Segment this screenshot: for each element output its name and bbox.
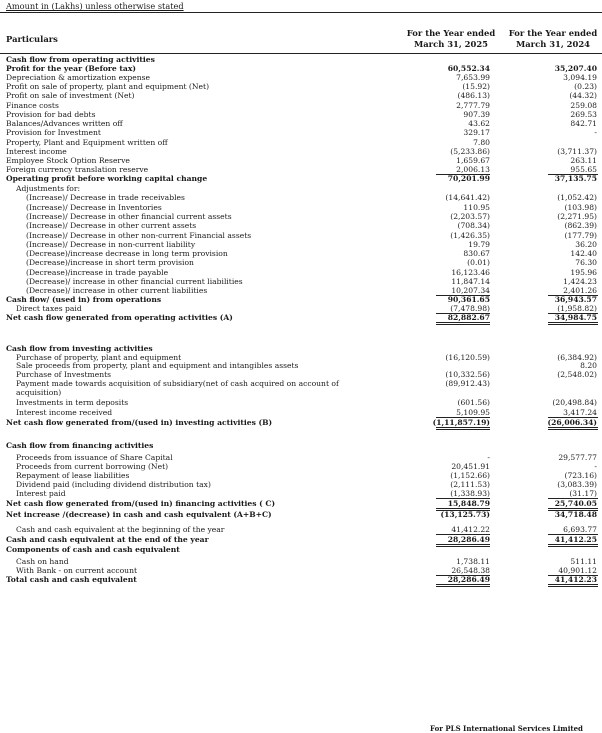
table-row — [0, 193, 602, 202]
value-2024: - — [594, 462, 597, 471]
value-2024: 2,401.26 — [563, 286, 597, 295]
value-2025: 1,738.11 — [456, 557, 490, 566]
table-row — [0, 398, 602, 407]
table-row — [0, 277, 602, 286]
total-rule-2025 — [436, 584, 490, 587]
value-2025: 2,006.13 — [456, 165, 490, 174]
value-2024: 511.11 — [570, 557, 597, 566]
table-row — [0, 545, 602, 554]
value-2024: 8.20 — [580, 361, 597, 370]
total-rule-2024 — [548, 427, 598, 430]
table-row — [0, 304, 602, 313]
table-row — [0, 258, 602, 267]
value-2024: 3,094.19 — [563, 73, 597, 82]
row-label: Property, Plant and Equipment written off — [6, 138, 168, 147]
value-2024: 41,412.25 — [554, 535, 597, 544]
row-label: Cash and cash equivalent at the beginning of the year — [16, 525, 225, 534]
value-2024: (103.98) — [564, 203, 597, 212]
value-2024: (177.79) — [564, 231, 597, 240]
table-row — [0, 379, 602, 388]
value-2025: 43.62 — [468, 119, 490, 128]
table-row — [0, 91, 602, 100]
value-2025: 41,412.22 — [451, 525, 490, 534]
value-2025: (1,152.66) — [450, 471, 490, 480]
value-2024: 259.08 — [570, 101, 597, 110]
row-label: Finance costs — [6, 101, 59, 110]
value-2025: (5,233.86) — [450, 147, 490, 156]
value-2025: (13,125.73) — [440, 510, 490, 519]
value-2025: 11,847.14 — [451, 277, 490, 286]
value-2025: 7.80 — [473, 138, 490, 147]
row-label: (Increase)/ Decrease in other non-current Financial assets — [26, 231, 252, 240]
value-2024: 955.65 — [570, 165, 597, 174]
value-2024: 36,943.57 — [554, 295, 597, 304]
amount-note: Amount in (Lakhs) unless otherwise stated — [6, 1, 184, 11]
row-label: Cash flow from operating activities — [6, 55, 155, 64]
total-rule-2024 — [548, 584, 598, 587]
value-2025: 70,201.99 — [447, 174, 490, 183]
row-label: Operating profit before working capital change — [6, 174, 208, 183]
row-label: (Increase)/ Decrease in other financial current assets — [26, 212, 232, 221]
row-label: Components of cash and cash equivalent — [6, 545, 180, 554]
value-2025: 28,286.49 — [447, 535, 490, 544]
value-2025: 1,659.67 — [456, 156, 490, 165]
table-row — [0, 408, 602, 417]
value-2025: (1,426.35) — [450, 231, 490, 240]
col-2024-heading-line1: For the Year ended — [508, 28, 598, 38]
table-row — [0, 101, 602, 110]
value-2024: 36.20 — [575, 240, 597, 249]
row-label: Interest income — [6, 147, 67, 156]
table-row — [0, 471, 602, 480]
row-label: acquisition) — [16, 388, 62, 397]
value-2025: 329.17 — [463, 128, 490, 137]
table-row — [0, 174, 602, 183]
table-row — [0, 361, 602, 370]
value-2024: 842.71 — [570, 119, 597, 128]
table-row — [0, 203, 602, 212]
row-label: Provision for bad debts — [6, 110, 96, 119]
value-2024: (723.16) — [564, 471, 597, 480]
total-rule-2025 — [436, 427, 490, 430]
col-2025-heading-line2: March 31, 2025 — [413, 39, 488, 49]
value-2024: 6,693.77 — [563, 525, 597, 534]
table-row — [0, 525, 602, 534]
row-label: (Decrease)/ increase in other current liabilities — [26, 286, 208, 295]
col-2024-heading-line2: March 31, 2024 — [515, 39, 590, 49]
row-label: Proceeds from issuance of Share Capital — [16, 453, 173, 462]
value-2025: (1,338.93) — [450, 489, 490, 498]
value-2024: 195.96 — [570, 268, 597, 277]
row-label: Depreciation & amortization expense — [6, 73, 151, 82]
value-2025: 19.79 — [468, 240, 490, 249]
total-rule-2024 — [548, 322, 598, 325]
table-row — [0, 82, 602, 91]
value-2025: 26,548.38 — [451, 566, 490, 575]
table-row — [0, 286, 602, 295]
value-2025: - — [487, 453, 490, 462]
value-2024: - — [594, 128, 597, 137]
value-2025: (14,641.42) — [445, 193, 490, 202]
row-label: (Increase)/ Decrease in other current assets — [26, 221, 197, 230]
row-label: Employee Stock Option Reserve — [6, 156, 130, 165]
value-2025: 907.39 — [463, 110, 490, 119]
table-row — [0, 73, 602, 82]
table-row — [0, 557, 602, 566]
row-label: (Decrease)/increase decrease in long term provision — [26, 249, 228, 258]
value-2024: (44.32) — [569, 91, 597, 100]
row-label: Sale proceeds from property, plant and equipment and intangibles assets — [16, 361, 299, 370]
row-label: (Increase)/ Decrease in Inventories — [26, 203, 162, 212]
row-label: Net cash flow generated from/(used in) financing activities ( C) — [6, 499, 276, 508]
value-2024: 25,740.05 — [554, 499, 597, 508]
row-label: Cash flow from investing activities — [6, 344, 153, 353]
row-label: Profit on sale of property, plant and equipment (Net) — [6, 82, 210, 91]
header-bottom-rule — [0, 53, 602, 54]
value-2024: 29,577.77 — [558, 453, 597, 462]
value-2024: (6,384.92) — [557, 353, 597, 362]
row-label: Purchase of property, plant and equipment — [16, 353, 182, 362]
value-2025: 16,123.46 — [451, 268, 490, 277]
value-2024: 37,135.75 — [554, 174, 597, 183]
row-label: (Decrease)/ increase in other financial current liabilities — [26, 277, 243, 286]
row-label: (Decrease)/increase in short term provision — [26, 258, 194, 267]
total-rule-2025 — [436, 322, 490, 325]
row-label: Payment made towards acquisition of subsidiary(net of cash acquired on account of — [16, 379, 339, 388]
particulars-heading: Particulars — [6, 34, 58, 44]
table-row — [0, 64, 602, 73]
table-row — [0, 165, 602, 174]
value-2025: 2,777.79 — [456, 101, 490, 110]
value-2024: (862.39) — [564, 221, 597, 230]
value-2025: 90,361.65 — [447, 295, 490, 304]
value-2024: (1,052.42) — [557, 193, 597, 202]
table-row — [0, 510, 602, 519]
value-2024: 34,984.75 — [554, 313, 597, 322]
table-row — [0, 453, 602, 462]
value-2025: (1,11,857.19) — [432, 418, 490, 427]
table-row — [0, 370, 602, 379]
value-2025: 5,109.95 — [456, 408, 490, 417]
value-2024: (31.17) — [569, 489, 597, 498]
row-label: Adjustments for: — [16, 184, 81, 193]
table-row — [0, 128, 602, 137]
table-row — [0, 441, 602, 450]
value-2024: (2,548.02) — [557, 370, 597, 379]
value-2024: 269.53 — [570, 110, 597, 119]
value-2025: 15,848.79 — [447, 499, 490, 508]
row-label: With Bank - on current account — [16, 566, 138, 575]
table-row — [0, 249, 602, 258]
value-2024: (26,006.34) — [547, 418, 597, 427]
row-label: Foreign currency translation reserve — [6, 165, 149, 174]
col-2024-heading — [505, 28, 601, 50]
value-2024: (3,083.39) — [557, 480, 597, 489]
row-label: Net cash flow generated from operating activities (A) — [6, 313, 233, 322]
col-2025-heading — [396, 28, 506, 50]
value-2025: (2,111.53) — [450, 480, 490, 489]
table-row — [0, 212, 602, 221]
table-row — [0, 138, 602, 147]
value-2025: (601.56) — [457, 398, 490, 407]
table-row — [0, 119, 602, 128]
value-2025: (486.13) — [457, 91, 490, 100]
row-label: Profit for the year (Before tax) — [6, 64, 136, 73]
row-label: Net increase /(decrease) in cash and cash equivalent (A+B+C) — [6, 510, 272, 519]
row-label: Total cash and cash equivalent — [6, 575, 137, 584]
row-label: Proceeds from current borrowing (Net) — [16, 462, 169, 471]
row-label: (Increase)/ Decrease in non-current liability — [26, 240, 196, 249]
row-label: Net cash flow generated from/(used in) investing activities (B) — [6, 418, 273, 427]
col-2025-heading-line1: For the Year ended — [406, 28, 496, 38]
table-row — [0, 231, 602, 240]
table-row — [0, 184, 602, 193]
value-2025: (0.01) — [467, 258, 490, 267]
value-2025: (708.34) — [457, 221, 490, 230]
value-2024: (20,498.84) — [552, 398, 597, 407]
table-row — [0, 240, 602, 249]
table-row — [0, 388, 602, 397]
row-label: Investments in term deposits — [16, 398, 129, 407]
table-row — [0, 462, 602, 471]
value-2024: (0.23) — [574, 82, 597, 91]
value-2024: 142.40 — [570, 249, 597, 258]
table-row — [0, 344, 602, 353]
table-row — [0, 147, 602, 156]
row-label: Cash flow from financing activities — [6, 441, 154, 450]
table-row — [0, 55, 602, 64]
row-label: (Decrease)/increase in trade payable — [26, 268, 169, 277]
value-2024: 263.11 — [570, 156, 597, 165]
value-2025: (15.92) — [462, 82, 490, 91]
table-row — [0, 499, 602, 508]
row-label: Interest income received — [16, 408, 113, 417]
value-2024: 41,412.23 — [554, 575, 597, 584]
value-2024: 3,417.24 — [563, 408, 597, 417]
row-label: Provision for Investment — [6, 128, 101, 137]
value-2025: (89,912.43) — [445, 379, 490, 388]
value-2025: 110.95 — [463, 203, 490, 212]
value-2024: 40,901.12 — [558, 566, 597, 575]
table-row — [0, 480, 602, 489]
table-row — [0, 489, 602, 498]
value-2024: 1,424.23 — [563, 277, 597, 286]
value-2024: 34,718.48 — [554, 510, 597, 519]
value-2025: 10,207.34 — [451, 286, 490, 295]
table-row — [0, 268, 602, 277]
value-2024: (3,711.37) — [557, 147, 597, 156]
company-footer: For PLS International Services Limited — [430, 724, 583, 733]
value-2025: (10,332.56) — [445, 370, 490, 379]
table-row — [0, 535, 602, 544]
table-row — [0, 295, 602, 304]
row-label: Dividend paid (including dividend distribution tax) — [16, 480, 211, 489]
row-label: Cash on hand — [16, 557, 69, 566]
value-2025: (7,478.98) — [450, 304, 490, 313]
value-2025: 82,882.67 — [447, 313, 490, 322]
table-row — [0, 418, 602, 427]
value-2025: 20,451.91 — [451, 462, 490, 471]
row-label: Interest paid — [16, 489, 66, 498]
value-2025: 28,286.49 — [447, 575, 490, 584]
value-2024: (2,271.95) — [557, 212, 597, 221]
value-2025: (16,120.59) — [445, 353, 490, 362]
value-2024: 35,207.40 — [554, 64, 597, 73]
row-label: Cash flow/ (used in) from operations — [6, 295, 162, 304]
table-row — [0, 313, 602, 322]
table-row — [0, 575, 602, 584]
value-2025: (2,203.57) — [450, 212, 490, 221]
row-label: (Increase)/ Decrease in trade receivables — [26, 193, 185, 202]
table-row — [0, 221, 602, 230]
row-label: Repayment of lease liabilities — [16, 471, 130, 480]
value-2025: 830.67 — [463, 249, 490, 258]
row-label: Direct taxes paid — [16, 304, 82, 313]
header-top-rule — [0, 12, 602, 13]
value-2024: 76.30 — [575, 258, 597, 267]
row-label: Balances/Advances written off — [6, 119, 123, 128]
table-row — [0, 110, 602, 119]
row-label: Profit on sale of investment (Net) — [6, 91, 135, 100]
value-2025: 60,552.34 — [447, 64, 490, 73]
table-row — [0, 156, 602, 165]
row-label: Purchase of Investments — [16, 370, 112, 379]
value-2024: (1,958.82) — [557, 304, 597, 313]
value-2025: 7,653.99 — [456, 73, 490, 82]
table-row — [0, 566, 602, 575]
row-label: Cash and cash equivalent at the end of the year — [6, 535, 209, 544]
